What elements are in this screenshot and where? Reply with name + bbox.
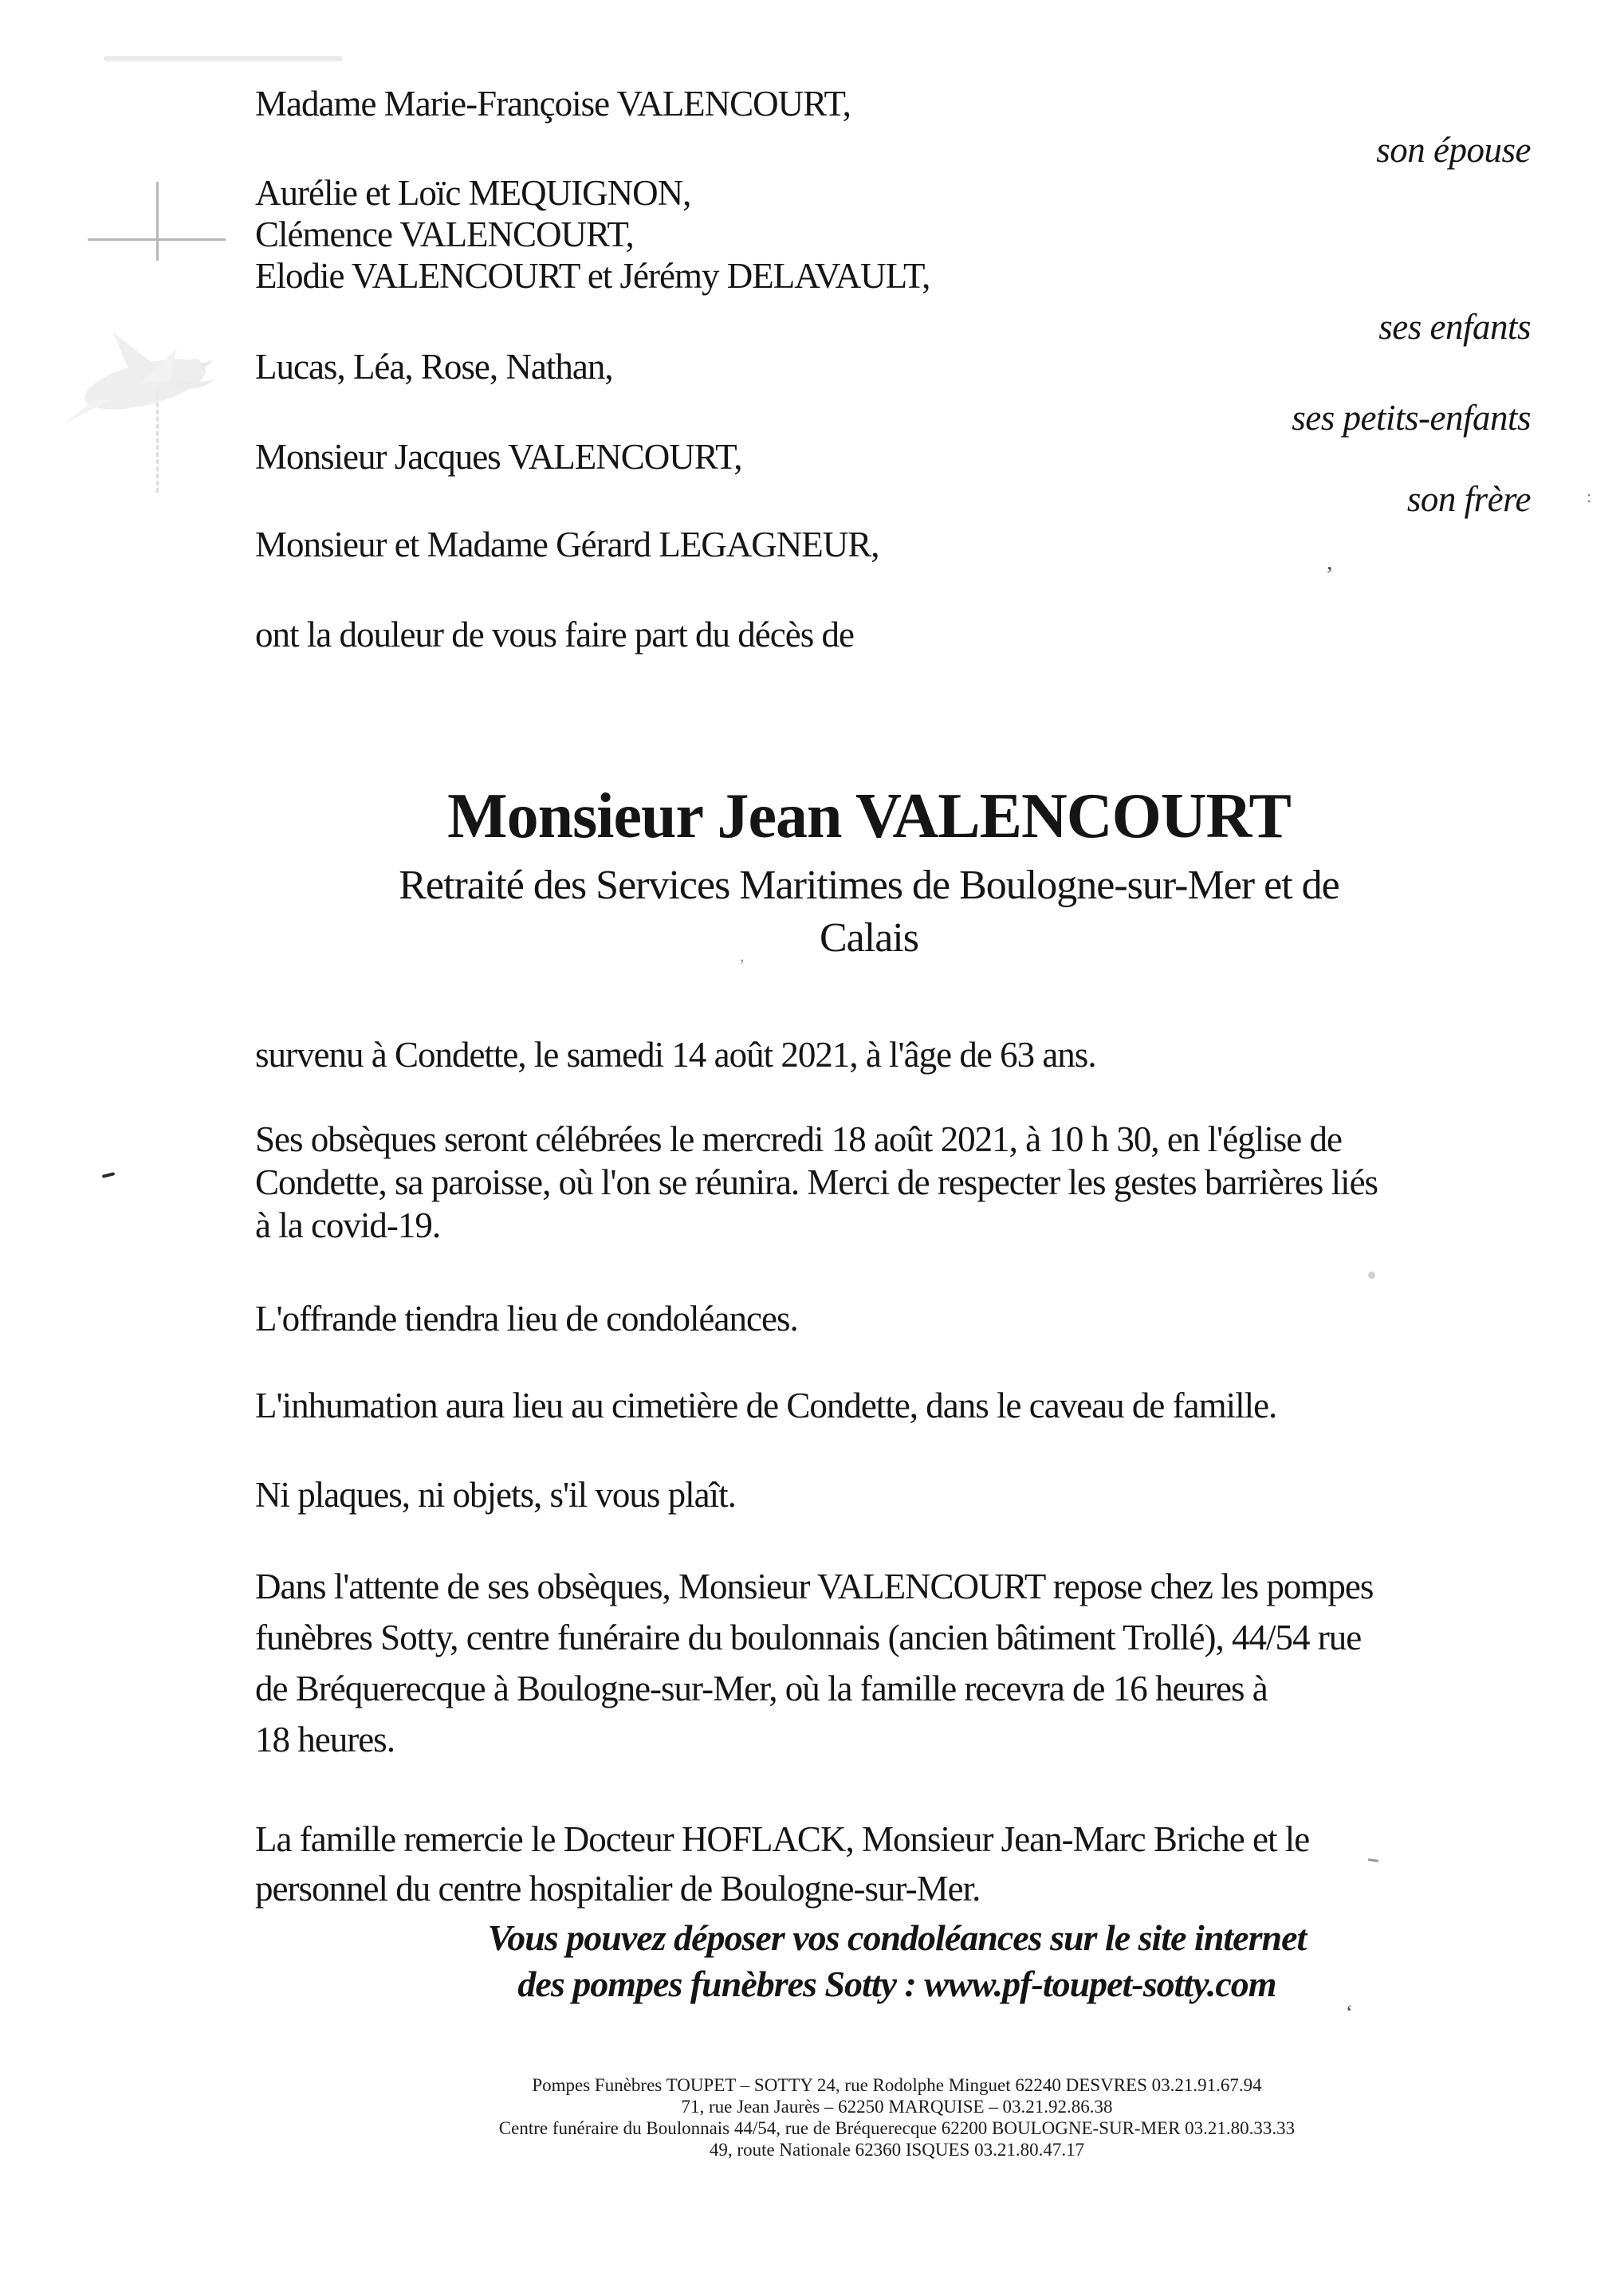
funeral-home-footer [175, 2074, 1618, 2160]
footer-address-line: Centre funéraire du Boulonnais 44/54, rue de Bréquerecque 62200 BOULOGNE-SUR-MER 03.21.80.33.33 [498, 2118, 1296, 2138]
relation-label: son frère [1406, 479, 1531, 519]
deceased-subtitle-line: Calais [820, 915, 918, 961]
scan-speck: , [1327, 548, 1333, 575]
no-plaques-paragraph [255, 1472, 736, 1517]
relative-name: Elodie VALENCOURT et Jérémy DELAVAULT, [255, 256, 930, 296]
scan-speck [1368, 1272, 1375, 1279]
footer-address-line: 71, rue Jean Jaurès – 62250 MARQUISE – 03.21.92.86.38 [681, 2097, 1113, 2117]
condolences-website-line: des pompes funèbres Sotty : www.pf-toupet-sotty.com [517, 1964, 1276, 2004]
relative-name: Lucas, Léa, Rose, Nathan, [255, 347, 613, 387]
burial-paragraph [255, 1383, 1276, 1428]
thanks-paragraph [255, 1814, 1309, 1913]
thanks-line: personnel du centre hospitalier de Boulogne-sur-Mer. [255, 1869, 981, 1909]
relation-label: ses enfants [1378, 307, 1531, 347]
repose-line: 18 heures. [255, 1720, 395, 1759]
scan-speck: , [740, 946, 745, 965]
footer-address-line: 49, route Nationale 62360 ISQUES 03.21.80.47.17 [709, 2140, 1085, 2160]
scan-speck [1368, 1858, 1378, 1862]
ceremony-line: Condette, sa paroisse, où l'on se réunira. Merci de respecter les gestes barrières liés [255, 1162, 1378, 1202]
ceremony-paragraph [255, 1118, 1378, 1247]
relative-name: Madame Marie-Françoise VALENCOURT, [255, 84, 851, 124]
scan-speck: : [1587, 486, 1592, 506]
scan-speck [102, 1172, 115, 1178]
repose-line: de Bréquerecque à Boulogne-sur-Mer, où la famille recevra de 16 heures à [255, 1669, 1268, 1708]
scan-speck: ‘ [1346, 2001, 1353, 2024]
burial-line: L'inhumation aura lieu au cimetière de Condette, dans le caveau de famille. [255, 1386, 1277, 1425]
announcement-line: ont la douleur de vous faire part du décès de [255, 615, 854, 655]
deceased-subtitle [167, 859, 1571, 965]
relative-name: Clémence VALENCOURT, [255, 214, 634, 254]
registration-cross-icon [156, 182, 159, 261]
relation-label: ses petits-enfants [1292, 398, 1531, 438]
condolences-line: Vous pouvez déposer vos condoléances sur le site internet [487, 1917, 1307, 1958]
footer-address-line: Pompes Funèbres TOUPET – SOTTY 24, rue Rodolphe Minguet 62240 DESVRES 03.21.91.67.94 [532, 2075, 1262, 2095]
deceased-subtitle-line: Retraité des Services Maritimes de Boulogne-sur-Mer et de [399, 863, 1339, 908]
repose-paragraph [255, 1561, 1373, 1765]
offering-line: L'offrande tiendra lieu de condoléances. [255, 1299, 798, 1339]
thanks-line: La famille remercie le Docteur HOFLACK, Monsieur Jean-Marc Briche et le [255, 1819, 1310, 1859]
relation-label: son épouse [1376, 130, 1531, 170]
scan-smudge [104, 56, 343, 61]
repose-line: funèbres Sotty, centre funéraire du boulonnais (ancien bâtiment Trollé), 44/54 rue [255, 1618, 1362, 1657]
deceased-name-title: Monsieur Jean VALENCOURT [447, 781, 1291, 851]
relative-name: Aurélie et Loïc MEQUIGNON, [255, 173, 691, 213]
ceremony-line: à la covid-19. [255, 1205, 441, 1245]
offering-paragraph [255, 1296, 798, 1341]
dove-watermark-icon [57, 305, 229, 436]
no-plaques-line: Ni plaques, ni objets, s'il vous plaît. [255, 1475, 736, 1515]
repose-line: Dans l'attente de ses obsèques, Monsieur VALENCOURT repose chez les pompes [255, 1567, 1374, 1606]
condolences-website-notice [239, 1915, 1555, 2007]
ceremony-line: Ses obsèques seront célébrées le mercredi 18 août 2021, à 10 h 30, en l'église de [255, 1119, 1342, 1159]
death-statement-line: survenu à Condette, le samedi 14 août 2021, à l'âge de 63 ans. [255, 1035, 1096, 1075]
relative-name: Monsieur Jacques VALENCOURT, [255, 437, 742, 477]
death-statement [255, 1032, 1096, 1077]
relative-name: Monsieur et Madame Gérard LEGAGNEUR, [255, 525, 879, 564]
